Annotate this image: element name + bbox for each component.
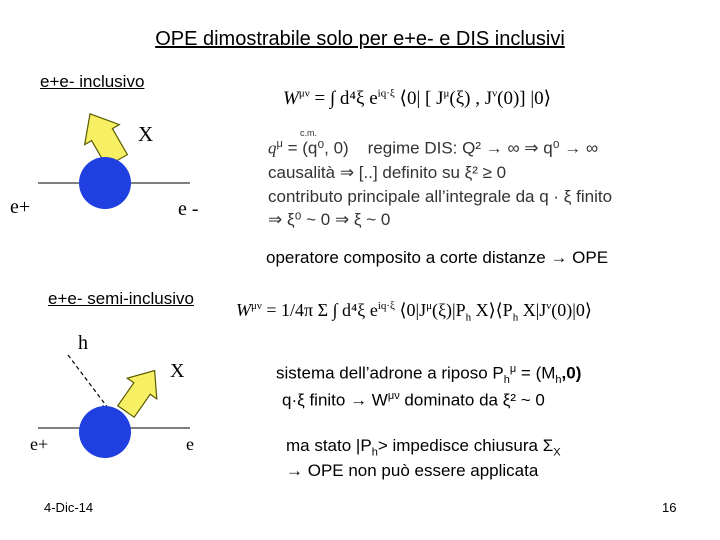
label-eplus-2: e+ <box>30 434 49 454</box>
note-line-2: q·ξ finito → $W^{\mu\nu}$ dominato da ξ² ~ 0 <box>282 390 545 410</box>
note-line-3: ma stato $|P_h>$ impedisce chiusura $\Sigma_X$ <box>286 436 561 459</box>
dis-line-1: $q^\mu = (q^0$, 0) regime DIS: Q² → ∞ ⇒ q⁰ → ∞ <box>268 138 599 158</box>
note-line-4: → OPE non può essere applicata <box>286 461 539 480</box>
ope-note: operatore composito a corte distanze → OPE <box>266 248 609 267</box>
slide-title: OPE dimostrabile solo per e+e- e DIS inclusivi <box>155 28 565 50</box>
formula-inclusive: $W^{\mu\nu}$ = ∫ d⁴ξ $e^{iq\cdot\xi}$ ⟨0| [ $J^\mu(\xi)$ , $J^\nu(0)$] |0⟩ <box>283 87 552 109</box>
section-semi-inclusive-label: e+e- semi-inclusivo <box>48 289 194 308</box>
note-line-1: sistema dell’adrone a riposo $P_h^\mu = (M_h,0)$ <box>276 363 582 387</box>
label-x-1: X <box>138 122 154 146</box>
label-eminus-1: e - <box>178 198 199 220</box>
inclusive-diagram <box>0 95 240 225</box>
formula-semi-inclusive: $W^{\mu\nu} = 1/4\pi$ Σ ∫ d⁴ξ $e^{iq\cdot\xi}$ $⟨0|J^\mu(\xi)|P_h$ $X⟩⟨P_h$ $X|J^\nu(0)|0⟩$ <box>236 300 592 324</box>
cm-label: c.m. <box>300 128 317 138</box>
label-eminus-2: e <box>186 434 194 454</box>
dis-line-3: contributo principale all’integrale da q · ξ finito <box>268 187 613 206</box>
hadron-dashed-line <box>68 355 108 408</box>
interaction-blob-2 <box>79 406 131 458</box>
interaction-blob <box>79 157 131 209</box>
section-inclusive-label: e+e- inclusivo <box>40 72 145 91</box>
dis-line-2: causalità ⇒ [..] definito su ξ² ≥ 0 <box>268 163 507 182</box>
dis-line-4: ⇒ ξ⁰ ~ 0 ⇒ ξ ~ 0 <box>268 210 391 229</box>
footer-page-number: 16 <box>662 500 677 515</box>
label-h: h <box>78 332 88 354</box>
label-x-2: X <box>170 360 185 382</box>
label-eplus-1: e+ <box>10 196 31 218</box>
footer-date: 4-Dic-14 <box>44 500 94 515</box>
